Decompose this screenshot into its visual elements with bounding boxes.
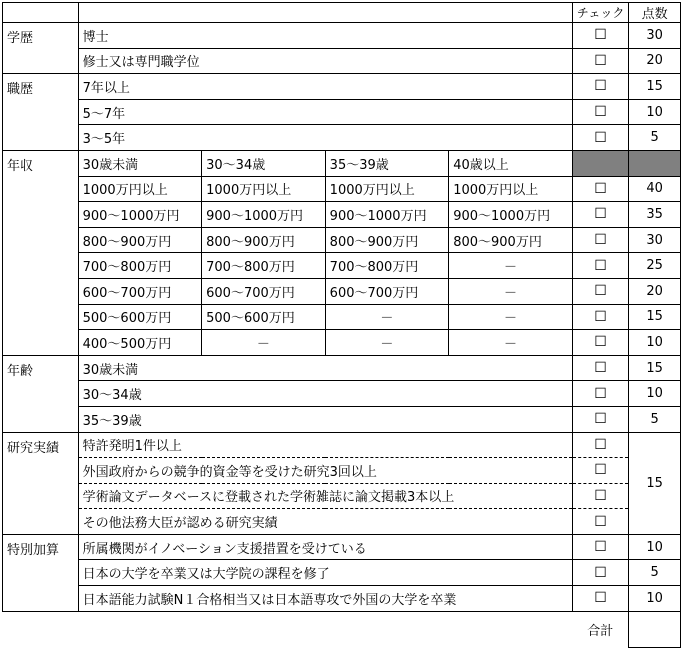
points-value: 15 [629,304,681,330]
age-row-text: 30歳未満 [78,355,572,381]
points-value: 15 [629,355,681,381]
points-value: 40 [629,176,681,202]
points-value: 15 [629,74,681,100]
income-cell: 1000万円以上 [202,176,326,202]
income-cell: 800～900万円 [325,227,449,253]
checkbox[interactable]: ☐ [572,304,629,330]
bonus-row-text: 日本の大学を卒業又は大学院の課程を修了 [78,560,572,586]
category-age: 年齢 [3,355,79,432]
education-row-text: 修士又は専門職学位 [78,48,572,74]
income-cell: 900～1000万円 [449,202,573,228]
income-cell: 1000万円以上 [78,176,202,202]
income-cell: 900～1000万円 [78,202,202,228]
career-row-text: 5～7年 [78,99,572,125]
career-row-text: 7年以上 [78,74,572,100]
research-row-text: 学術論文データベースに登載された学術雑誌に論文掲載3本以上 [78,483,572,509]
income-age-header: 40歳以上 [449,150,573,176]
income-cell: 500～600万円 [78,304,202,330]
age-row-text: 35～39歳 [78,406,572,432]
checkbox[interactable]: ☐ [572,534,629,560]
bonus-row-text: 日本語能力試験N１合格相当又は日本語専攻で外国の大学を卒業 [78,586,572,612]
header-check: チェック [572,3,629,23]
checkbox[interactable]: ☐ [572,176,629,202]
education-row-text: 博士 [78,23,572,49]
checkbox[interactable]: ☐ [572,509,629,535]
checkbox[interactable]: ☐ [572,253,629,279]
points-value: 10 [629,99,681,125]
checkbox[interactable]: ☐ [572,330,629,356]
income-cell: － [449,330,573,356]
income-cell: － [202,330,326,356]
checkbox[interactable]: ☐ [572,483,629,509]
research-row-text: その他法務大臣が認める研究実績 [78,509,572,535]
gray-cell [629,150,681,176]
income-cell: － [449,278,573,304]
checkbox[interactable]: ☐ [572,202,629,228]
points-value: 20 [629,278,681,304]
points-value: 20 [629,48,681,74]
age-row-text: 30～34歳 [78,381,572,407]
category-career: 職歴 [3,74,79,151]
income-cell: 700～800万円 [78,253,202,279]
category-education: 学歴 [3,23,79,74]
career-row-text: 3～5年 [78,125,572,151]
total-value[interactable] [629,611,681,647]
points-value: 10 [629,381,681,407]
points-value: 30 [629,23,681,49]
points-table [2,2,681,648]
header-blank-category [3,3,79,23]
income-cell: 900～1000万円 [325,202,449,228]
points-value: 5 [629,560,681,586]
checkbox[interactable]: ☐ [572,74,629,100]
checkbox[interactable]: ☐ [572,278,629,304]
checkbox[interactable]: ☐ [572,125,629,151]
checkbox[interactable]: ☐ [572,406,629,432]
checkbox[interactable]: ☐ [572,227,629,253]
checkbox[interactable]: ☐ [572,432,629,458]
income-cell: － [325,330,449,356]
checkbox[interactable]: ☐ [572,23,629,49]
category-research: 研究実績 [3,432,79,534]
income-cell: 600～700万円 [325,278,449,304]
points-value: 30 [629,227,681,253]
points-value: 10 [629,330,681,356]
income-cell: 600～700万円 [202,278,326,304]
total-blank [3,611,79,647]
header-points: 点数 [629,3,681,23]
checkbox[interactable]: ☐ [572,586,629,612]
checkbox[interactable]: ☐ [572,381,629,407]
income-cell: 800～900万円 [202,227,326,253]
income-cell: 400～500万円 [78,330,202,356]
checkbox[interactable]: ☐ [572,48,629,74]
income-age-header: 30～34歳 [202,150,326,176]
research-row-text: 外国政府からの競争的資金等を受けた研究3回以上 [78,458,572,484]
income-age-header: 30歳未満 [78,150,202,176]
income-cell: 900～1000万円 [202,202,326,228]
category-bonus: 特別加算 [3,534,79,611]
income-cell: 700～800万円 [325,253,449,279]
income-cell: － [325,304,449,330]
checkbox[interactable]: ☐ [572,355,629,381]
category-income: 年収 [3,150,79,355]
points-value: 15 [629,432,681,534]
points-value: 25 [629,253,681,279]
income-cell: 800～900万円 [78,227,202,253]
bonus-row-text: 所属機関がイノベーション支援措置を受けている [78,534,572,560]
income-cell: 500～600万円 [202,304,326,330]
total-blank [78,611,572,647]
income-age-header: 35～39歳 [325,150,449,176]
points-value: 5 [629,125,681,151]
checkbox[interactable]: ☐ [572,560,629,586]
total-label: 合計 [587,623,614,639]
income-cell: 600～700万円 [78,278,202,304]
income-cell: 800～900万円 [449,227,573,253]
checkbox[interactable]: ☐ [572,458,629,484]
income-cell: 1000万円以上 [449,176,573,202]
gray-cell [572,150,629,176]
income-cell: 1000万円以上 [325,176,449,202]
income-cell: － [449,253,573,279]
checkbox[interactable]: ☐ [572,99,629,125]
points-value: 5 [629,406,681,432]
research-row-text: 特許発明1件以上 [78,432,572,458]
income-cell: 700～800万円 [202,253,326,279]
points-value: 10 [629,586,681,612]
header-blank-content [78,3,572,23]
points-value: 10 [629,534,681,560]
points-value: 35 [629,202,681,228]
income-cell: － [449,304,573,330]
